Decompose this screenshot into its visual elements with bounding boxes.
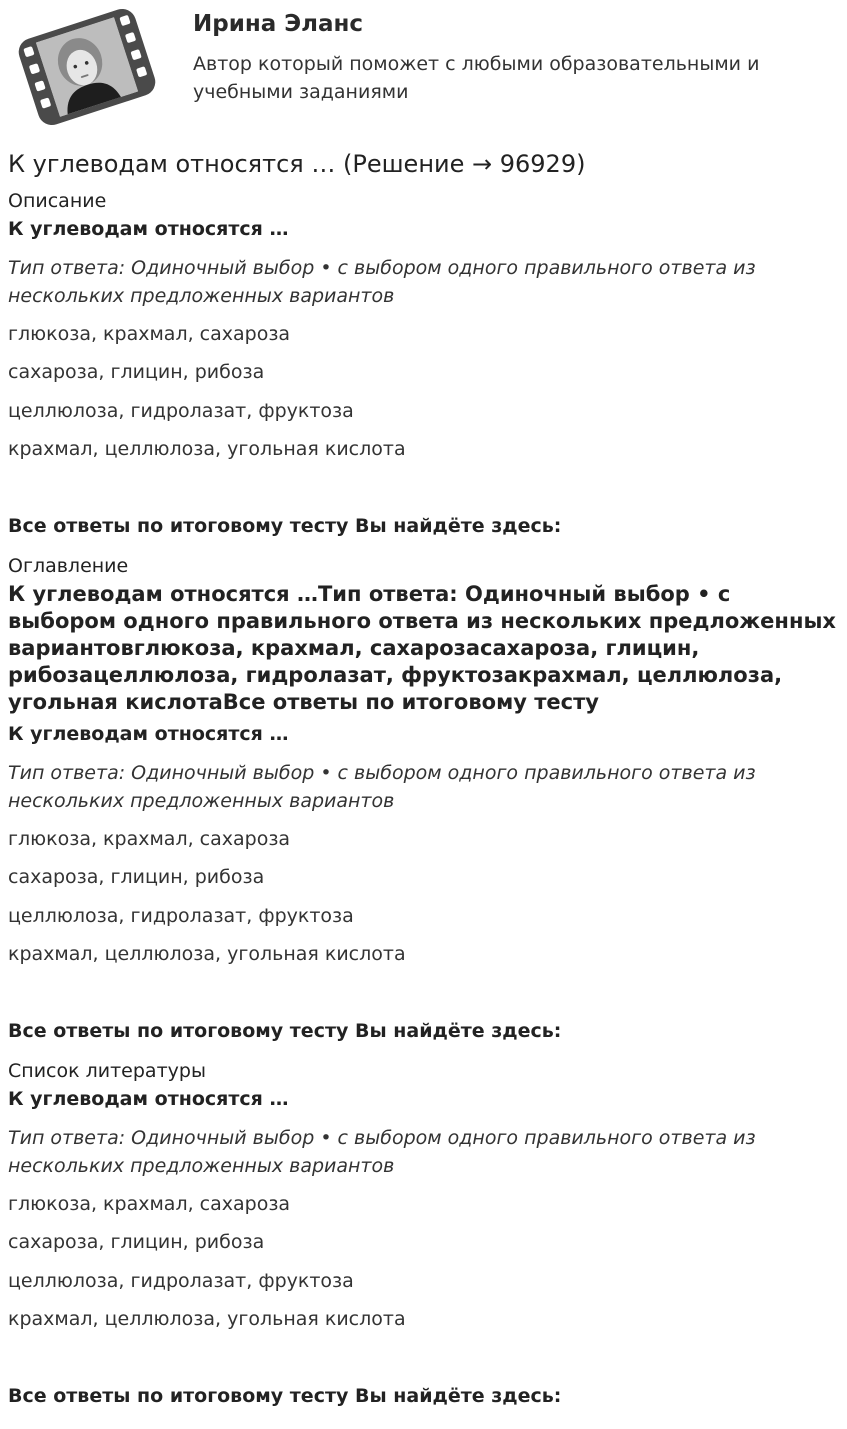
option-2: сахароза, глицин, рибоза: [8, 1231, 265, 1253]
question-text: К углеводам относятся …: [8, 1088, 289, 1110]
option-4: крахмал, целлюлоза, угольная кислота: [8, 1308, 406, 1330]
option-3: целлюлоза, гидролазат, фруктоза: [8, 905, 354, 927]
author-name[interactable]: Ирина Эланс: [193, 11, 364, 37]
answers-link-text: Все ответы по итоговому тесту Вы найдёте здесь:: [8, 1385, 562, 1407]
option-1: глюкоза, крахмал, сахароза: [8, 323, 291, 345]
question-text: К углеводам относятся …: [8, 218, 289, 240]
option-2: сахароза, глицин, рибоза: [8, 361, 265, 383]
toc-summary: К углеводам относятся …Тип ответа: Одиночный выбор • с выбором одного правильного ответа из нескольких предложенных вариантовглюкоза, крахмал, сахарозасахароза, глицин, рибозацеллюлоза, гидролазат, фруктозакрахмал, целлюлоза, угольная кислотаВсе ответы по итоговому тесту: [8, 582, 836, 714]
option-4: крахмал, целлюлоза, угольная кислота: [8, 438, 406, 460]
option-1: глюкоза, крахмал, сахароза: [8, 828, 291, 850]
answer-type: Тип ответа: Одиночный выбор • с выбором одного правильного ответа из нескольких предложенных вариантов: [8, 1127, 756, 1177]
option-3: целлюлоза, гидролазат, фруктоза: [8, 400, 354, 422]
answer-type: Тип ответа: Одиночный выбор • с выбором одного правильного ответа из нескольких предложенных вариантов: [8, 257, 756, 307]
author-avatar: [16, 8, 158, 126]
section-label-description: Описание: [8, 190, 107, 212]
question-text: К углеводам относятся …: [8, 723, 289, 745]
section-label-toc: Оглавление: [8, 555, 129, 577]
answers-link-text: Все ответы по итоговому тесту Вы найдёте здесь:: [8, 1020, 562, 1042]
option-2: сахароза, глицин, рибоза: [8, 866, 265, 888]
option-4: крахмал, целлюлоза, угольная кислота: [8, 943, 406, 965]
author-description: Автор который поможет с любыми образовательными и учебными заданиями: [193, 53, 760, 103]
section-label-references: Список литературы: [8, 1060, 206, 1082]
option-3: целлюлоза, гидролазат, фруктоза: [8, 1270, 354, 1292]
answers-link-text: Все ответы по итоговому тесту Вы найдёте здесь:: [8, 515, 562, 537]
option-1: глюкоза, крахмал, сахароза: [8, 1193, 291, 1215]
document-title: К углеводам относятся … (Решение → 96929): [8, 150, 586, 178]
answer-type: Тип ответа: Одиночный выбор • с выбором одного правильного ответа из нескольких предложенных вариантов: [8, 762, 756, 812]
author-header: [8, 0, 839, 130]
